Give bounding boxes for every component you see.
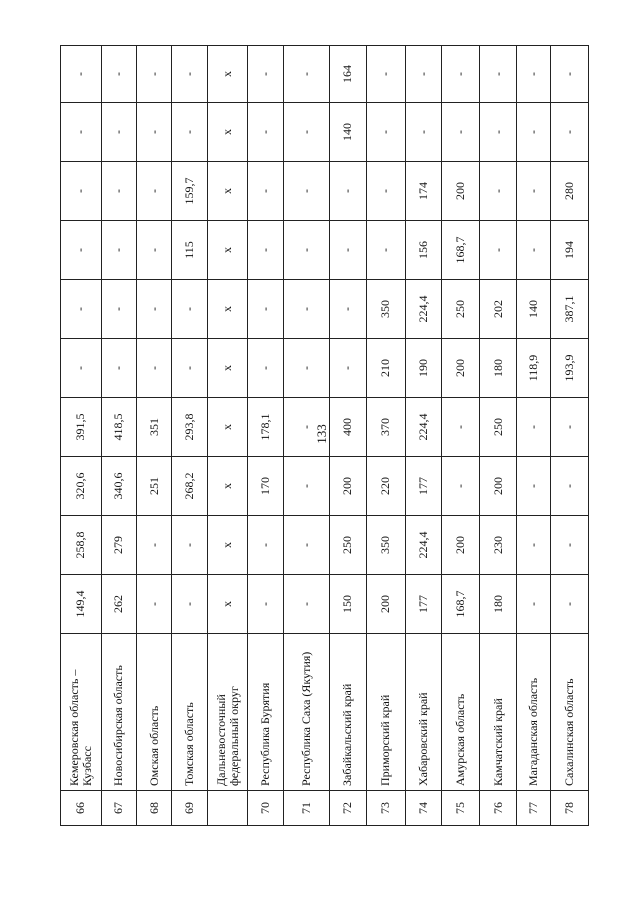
- value-cell: 250: [441, 280, 480, 339]
- value-cell: 180: [480, 339, 516, 398]
- value-cell: -: [172, 280, 207, 339]
- value-cell: -: [61, 221, 102, 280]
- value-cell: 350: [367, 516, 406, 575]
- value-cell: -: [101, 103, 136, 162]
- value-cell: 156: [405, 221, 441, 280]
- region-name-cell: Сахалинская область: [551, 634, 589, 791]
- value-cell: -: [441, 103, 480, 162]
- value-cell: 200: [367, 575, 406, 634]
- value-cell: 118,9: [516, 339, 550, 398]
- value-cell: -: [61, 339, 102, 398]
- value-cell: 280: [551, 162, 589, 221]
- value-cell: 168,7: [441, 221, 480, 280]
- value-cell: x: [207, 46, 248, 103]
- region-name-cell: Приморский край: [367, 634, 406, 791]
- row-number-cell: 73: [367, 791, 406, 826]
- region-name-cell: Томская область: [172, 634, 207, 791]
- row-number-cell: 72: [329, 791, 366, 826]
- value-cell: -: [329, 162, 366, 221]
- value-cell: 170: [248, 457, 283, 516]
- row-number-cell: 78: [551, 791, 589, 826]
- value-cell: 180: [480, 575, 516, 634]
- value-cell: -: [441, 398, 480, 457]
- value-cell: -: [516, 398, 550, 457]
- value-cell: 320,6: [61, 457, 102, 516]
- value-cell: -: [248, 280, 283, 339]
- value-cell: 262: [101, 575, 136, 634]
- value-cell: -: [137, 221, 172, 280]
- value-cell: 250: [480, 398, 516, 457]
- value-cell: -: [172, 339, 207, 398]
- value-cell: -: [551, 516, 589, 575]
- value-cell: 293,8: [172, 398, 207, 457]
- value-cell: 174: [405, 162, 441, 221]
- value-cell: -: [248, 575, 283, 634]
- value-cell: -: [137, 280, 172, 339]
- value-cell: -: [172, 575, 207, 634]
- value-cell: -: [248, 162, 283, 221]
- row-number-cell: 74: [405, 791, 441, 826]
- value-cell: -: [283, 398, 329, 457]
- value-cell: -: [101, 221, 136, 280]
- value-cell: -: [551, 398, 589, 457]
- value-cell: x: [207, 339, 248, 398]
- value-cell: 268,2: [172, 457, 207, 516]
- row-number-cell: 77: [516, 791, 550, 826]
- value-cell: -: [516, 46, 550, 103]
- value-cell: -: [283, 221, 329, 280]
- value-cell: -: [283, 457, 329, 516]
- value-cell: -: [137, 103, 172, 162]
- value-cell: -: [61, 46, 102, 103]
- value-cell: -: [480, 103, 516, 162]
- region-name-cell: Хабаровский край: [405, 634, 441, 791]
- value-cell: -: [516, 162, 550, 221]
- value-cell: -: [137, 46, 172, 103]
- value-cell: 200: [329, 457, 366, 516]
- table-row: [172, 46, 207, 826]
- value-cell: 168,7: [441, 575, 480, 634]
- table-row: [61, 46, 102, 826]
- value-cell: -: [283, 280, 329, 339]
- table-row: [516, 46, 550, 826]
- value-cell: -: [367, 46, 406, 103]
- value-cell: 224,4: [405, 280, 441, 339]
- value-cell: x: [207, 575, 248, 634]
- value-cell: 178,1: [248, 398, 283, 457]
- value-cell: 190: [405, 339, 441, 398]
- value-cell: -: [405, 46, 441, 103]
- value-cell: -: [248, 46, 283, 103]
- value-cell: -: [516, 221, 550, 280]
- value-cell: x: [207, 516, 248, 575]
- value-cell: 140: [516, 280, 550, 339]
- row-number-cell: 71: [283, 791, 329, 826]
- row-number-cell: 76: [480, 791, 516, 826]
- value-cell: -: [551, 103, 589, 162]
- table-row: [551, 46, 589, 826]
- value-cell: x: [207, 457, 248, 516]
- value-cell: x: [207, 221, 248, 280]
- region-name-cell: Новосибирская область: [101, 634, 136, 791]
- table-row: [405, 46, 441, 826]
- value-cell: 224,4: [405, 516, 441, 575]
- value-cell: -: [101, 339, 136, 398]
- value-cell: -: [551, 575, 589, 634]
- value-cell: -: [329, 280, 366, 339]
- value-cell: 251: [137, 457, 172, 516]
- value-cell: -: [283, 516, 329, 575]
- value-cell: -: [516, 575, 550, 634]
- value-cell: 350: [367, 280, 406, 339]
- value-cell: -: [441, 46, 480, 103]
- value-cell: -: [172, 516, 207, 575]
- value-cell: 159,7: [172, 162, 207, 221]
- value-cell: 279: [101, 516, 136, 575]
- value-cell: 400: [329, 398, 366, 457]
- value-cell: x: [207, 103, 248, 162]
- value-cell: 258,8: [61, 516, 102, 575]
- value-cell: -: [137, 339, 172, 398]
- value-cell: -: [283, 575, 329, 634]
- value-cell: -: [367, 162, 406, 221]
- region-name-cell: Омская область: [137, 634, 172, 791]
- value-cell: -: [480, 221, 516, 280]
- value-cell: 200: [441, 339, 480, 398]
- row-number-cell: 68: [137, 791, 172, 826]
- value-cell: 200: [480, 457, 516, 516]
- value-cell: 164: [329, 46, 366, 103]
- table-row: [248, 46, 283, 826]
- value-cell: 150: [329, 575, 366, 634]
- value-cell: -: [248, 103, 283, 162]
- region-name-cell: Забайкальский край: [329, 634, 366, 791]
- value-cell: -: [516, 457, 550, 516]
- value-cell: 387,1: [551, 280, 589, 339]
- region-name-cell: Магаданская область: [516, 634, 550, 791]
- row-number-cell: 69: [172, 791, 207, 826]
- value-cell: -: [137, 162, 172, 221]
- value-cell: -: [551, 457, 589, 516]
- value-cell: -: [248, 221, 283, 280]
- value-cell: -: [137, 516, 172, 575]
- region-name-cell: Амурская область: [441, 634, 480, 791]
- row-number-cell: [207, 791, 248, 826]
- value-cell: 230: [480, 516, 516, 575]
- value-cell: -: [172, 103, 207, 162]
- value-cell: 177: [405, 575, 441, 634]
- value-cell: x: [207, 162, 248, 221]
- value-cell: -: [101, 162, 136, 221]
- price-table: [60, 45, 589, 826]
- value-cell: -: [367, 103, 406, 162]
- value-cell: -: [283, 339, 329, 398]
- value-cell: -: [516, 516, 550, 575]
- value-cell: 250: [329, 516, 366, 575]
- value-cell: -: [61, 103, 102, 162]
- value-cell: 391,5: [61, 398, 102, 457]
- table-row: [137, 46, 172, 826]
- value-cell: -: [101, 280, 136, 339]
- table-container: [60, 46, 589, 826]
- table-row: [480, 46, 516, 826]
- value-cell: 220: [367, 457, 406, 516]
- value-cell: 351: [137, 398, 172, 457]
- row-number-cell: 67: [101, 791, 136, 826]
- value-cell: -: [172, 46, 207, 103]
- value-cell: -: [441, 457, 480, 516]
- value-cell: -: [405, 103, 441, 162]
- value-cell: 177: [405, 457, 441, 516]
- table-row: [367, 46, 406, 826]
- value-cell: -: [329, 339, 366, 398]
- value-cell: 200: [441, 162, 480, 221]
- value-cell: x: [207, 280, 248, 339]
- region-name-cell: Дальневосточный федеральный округ: [207, 634, 248, 791]
- row-number-cell: 75: [441, 791, 480, 826]
- table-row: [441, 46, 480, 826]
- region-name-cell: Республика Саха (Якутия): [283, 634, 329, 791]
- value-cell: -: [283, 46, 329, 103]
- region-name-cell: Камчатский край: [480, 634, 516, 791]
- value-cell: 418,5: [101, 398, 136, 457]
- value-cell: -: [137, 575, 172, 634]
- row-number-cell: 70: [248, 791, 283, 826]
- value-cell: -: [61, 280, 102, 339]
- value-cell: -: [283, 103, 329, 162]
- value-cell: -: [367, 221, 406, 280]
- row-number-cell: 66: [61, 791, 102, 826]
- value-cell: 194: [551, 221, 589, 280]
- value-cell: -: [248, 339, 283, 398]
- region-name-cell: Республика Бурятия: [248, 634, 283, 791]
- value-cell: 370: [367, 398, 406, 457]
- table-row: [329, 46, 366, 826]
- value-cell: -: [480, 162, 516, 221]
- value-cell: x: [207, 398, 248, 457]
- page-number: 133: [314, 424, 329, 444]
- value-cell: -: [516, 103, 550, 162]
- value-cell: 149,4: [61, 575, 102, 634]
- table-row: [207, 46, 248, 826]
- value-cell: 224,4: [405, 398, 441, 457]
- value-cell: -: [551, 46, 589, 103]
- value-cell: -: [61, 162, 102, 221]
- value-cell: -: [329, 221, 366, 280]
- value-cell: 140: [329, 103, 366, 162]
- value-cell: 210: [367, 339, 406, 398]
- table-row: [101, 46, 136, 826]
- value-cell: 200: [441, 516, 480, 575]
- value-cell: 193,9: [551, 339, 589, 398]
- value-cell: 115: [172, 221, 207, 280]
- value-cell: 340,6: [101, 457, 136, 516]
- value-cell: -: [101, 46, 136, 103]
- region-name-cell: Кемеровская область – Кузбасс: [61, 634, 102, 791]
- value-cell: 202: [480, 280, 516, 339]
- value-cell: -: [480, 46, 516, 103]
- table-row: [283, 46, 329, 826]
- value-cell: -: [283, 162, 329, 221]
- value-cell: -: [248, 516, 283, 575]
